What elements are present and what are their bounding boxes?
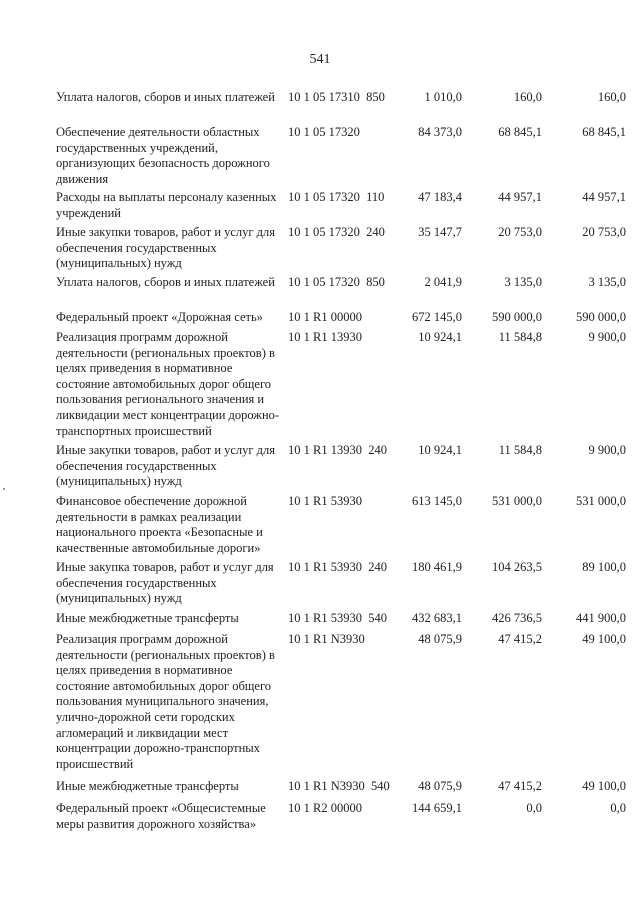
row-code: 10 1 05 17320 240 — [288, 225, 385, 239]
row-value-3: 68 845,1 — [582, 125, 626, 139]
row-code: 10 1 05 17320 850 — [288, 275, 385, 289]
row-value-2: 47 415,2 — [498, 779, 542, 793]
row-name: Расходы на выплаты персоналу казенных учреждений — [56, 190, 277, 220]
table-row — [56, 125, 626, 187]
row-value-1: 144 659,1 — [412, 801, 462, 815]
row-value-2: 0,0 — [526, 801, 542, 815]
row-value-1: 84 373,0 — [418, 125, 462, 139]
row-code: 10 1 R1 13930 — [288, 330, 362, 344]
row-name: Иные межбюджетные трансферты — [56, 779, 239, 793]
row-value-3: 590 000,0 — [576, 310, 626, 324]
row-name: Обеспечение деятельности областных государственных учреждений, организующих безопасность дорожного движения — [56, 125, 270, 186]
row-value-2: 590 000,0 — [492, 310, 542, 324]
row-value-3: 531 000,0 — [576, 494, 626, 508]
row-code: 10 1 R1 N3930 — [288, 632, 365, 646]
row-value-3: 89 100,0 — [582, 560, 626, 574]
row-value-2: 44 957,1 — [498, 190, 542, 204]
table-row — [56, 494, 626, 556]
row-value-1: 2 041,9 — [424, 275, 462, 289]
row-name: Иные закупка товаров, работ и услуг для обеспечения государственных (муниципальных) нужд — [56, 560, 274, 606]
row-value-1: 48 075,9 — [418, 779, 462, 793]
row-value-1: 35 147,7 — [418, 225, 462, 239]
row-name: Иные закупки товаров, работ и услуг для обеспечения государственных (муниципальных) нужд — [56, 443, 276, 489]
row-value-1: 48 075,9 — [418, 632, 462, 646]
table-row — [56, 275, 626, 307]
table-row — [56, 330, 626, 438]
row-value-3: 9 900,0 — [588, 443, 626, 457]
row-value-3: 44 957,1 — [582, 190, 626, 204]
row-value-1: 180 461,9 — [412, 560, 462, 574]
row-value-1: 47 183,4 — [418, 190, 462, 204]
row-value-1: 10 924,1 — [418, 443, 462, 457]
row-name: Реализация программ дорожной деятельности (региональных проектов) в целях приведения в нормативное состояние автомобильных дорог общего пользования муниципального значения, улично-дорожной сети городских агломераций и ликвидации мест концентрации дорожно-транспортных происшествий — [56, 632, 275, 771]
row-value-2: 11 584,8 — [498, 330, 542, 344]
table-row — [56, 190, 626, 222]
row-value-2: 104 263,5 — [492, 560, 542, 574]
table-row — [56, 632, 626, 772]
row-code: 10 1 05 17310 850 — [288, 90, 385, 104]
row-value-2: 426 736,5 — [492, 611, 542, 625]
row-code: 10 1 R1 13930 240 — [288, 443, 387, 457]
row-value-3: 9 900,0 — [588, 330, 626, 344]
row-code: 10 1 05 17320 — [288, 125, 360, 139]
row-value-3: 0,0 — [610, 801, 626, 815]
row-value-3: 441 900,0 — [576, 611, 626, 625]
row-value-1: 613 145,0 — [412, 494, 462, 508]
row-value-3: 49 100,0 — [582, 632, 626, 646]
row-name: Федеральный проект «Общесистемные меры развития дорожного хозяйства» — [56, 801, 266, 831]
budget-table — [56, 90, 626, 831]
row-name: Уплата налогов, сборов и иных платежей — [56, 90, 275, 104]
page-number: 541 — [309, 52, 331, 67]
row-value-3: 160,0 — [597, 90, 626, 104]
row-value-2: 47 415,2 — [498, 632, 542, 646]
row-name: Иные закупки товаров, работ и услуг для обеспечения государственных (муниципальных) нужд — [56, 225, 276, 271]
row-value-2: 531 000,0 — [492, 494, 542, 508]
row-code: 10 1 R2 00000 — [288, 801, 362, 815]
row-value-1: 672 145,0 — [412, 310, 462, 324]
table-row — [56, 225, 626, 271]
table-row — [56, 443, 626, 489]
table-row — [56, 90, 626, 122]
table-row — [56, 611, 626, 627]
row-value-3: 49 100,0 — [582, 779, 626, 793]
row-name: Иные межбюджетные трансферты — [56, 611, 239, 625]
scan-mark — [3, 488, 5, 490]
row-code: 10 1 05 17320 110 — [288, 190, 385, 204]
row-value-3: 20 753,0 — [582, 225, 626, 239]
row-name: Реализация программ дорожной деятельности (региональных проектов) в целях приведения в нормативное состояние автомобильных дорог общего пользования регионального значения и ликвидации мест концентрации дорожно-транспортных происшествий — [56, 330, 280, 438]
row-code: 10 1 R1 N3930 540 — [288, 779, 390, 793]
row-value-2: 160,0 — [513, 90, 542, 104]
row-value-2: 11 584,8 — [498, 443, 542, 457]
table-row — [56, 801, 626, 833]
row-code: 10 1 R1 53930 240 — [288, 560, 387, 574]
row-value-1: 1 010,0 — [424, 90, 462, 104]
row-code: 10 1 R1 53930 540 — [288, 611, 387, 625]
table-row — [56, 779, 626, 795]
row-code: 10 1 R1 53930 — [288, 494, 362, 508]
row-value-2: 3 135,0 — [504, 275, 542, 289]
row-name: Федеральный проект «Дорожная сеть» — [56, 310, 263, 324]
row-value-2: 68 845,1 — [498, 125, 542, 139]
table-row — [56, 560, 626, 606]
row-value-1: 10 924,1 — [418, 330, 462, 344]
row-code: 10 1 R1 00000 — [288, 310, 362, 324]
row-name: Финансовое обеспечение дорожной деятельности в рамках реализации национального проекта «Безопасные и качественные автомобильные дороги» — [56, 494, 263, 555]
table-row — [56, 310, 626, 326]
row-value-3: 3 135,0 — [588, 275, 626, 289]
row-value-2: 20 753,0 — [498, 225, 542, 239]
row-value-1: 432 683,1 — [412, 611, 462, 625]
row-name: Уплата налогов, сборов и иных платежей — [56, 275, 275, 289]
